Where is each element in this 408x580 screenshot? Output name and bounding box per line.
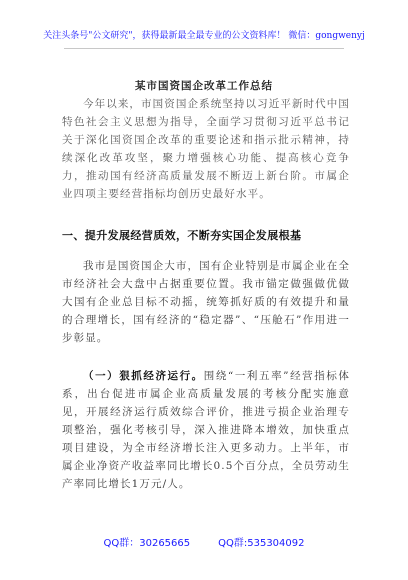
- footer-contact: [0, 537, 408, 551]
- paragraph-lead-heading: （一）狠抓经济运行。: [83, 370, 204, 382]
- qq-group-2: QQ群:535304092: [218, 538, 305, 549]
- header-divider: [64, 48, 344, 49]
- section-heading: 一、提升发展经营质效，不断夯实国企发展根基: [62, 229, 302, 242]
- header-banner: 关注头条号"公文研究"，获得最新最全最专业的公文资料库！ 微信：gongwenyj: [43, 31, 365, 41]
- document-title: 某市国资国企改革工作总结: [135, 80, 273, 92]
- body-paragraph: 我市是国资国企大市，国有企业特别是市属企业在全市经济社会大盘中占据重要位置。我市锚定做强做优做大国有企业总目标不动摇，统筹抓好质的有效提升和量的合理增长，国有经济的“稳定器”、“压舱石”作用进一步彰显。: [62, 260, 350, 344]
- intro-paragraph: 今年以来，市国资国企系统坚持以习近平新时代中国特色社会主义思想为指导，全面学习贯彻习近平总书记关于深化国资国企改革的重要论述和指示批示精神，持续深化改革攻坚，聚力增强核心功能、提高核心竞争力，推动国有经济高质量发展不断迈上新台阶。市属企业四项主要经营指标均创历史最好水平。: [62, 98, 350, 200]
- body-paragraph-economic-operation: [62, 367, 350, 493]
- qq-group-1: QQ群：30265665: [103, 538, 191, 549]
- paragraph-text: 围绕“一利五率”经营指标体系，出台促进市属企业高质量发展的考核分配实施意见，开展经济运行质效综合评价，推进亏损企业治理专项整治，强化考核引导，深入推进降本增效，加快重点项目建设，为全市经济增长注入更多动力。上半年，市属企业净资产收益率同比增长0.5个百分点，全员劳动生产率同比增长1万元/人。: [62, 370, 351, 490]
